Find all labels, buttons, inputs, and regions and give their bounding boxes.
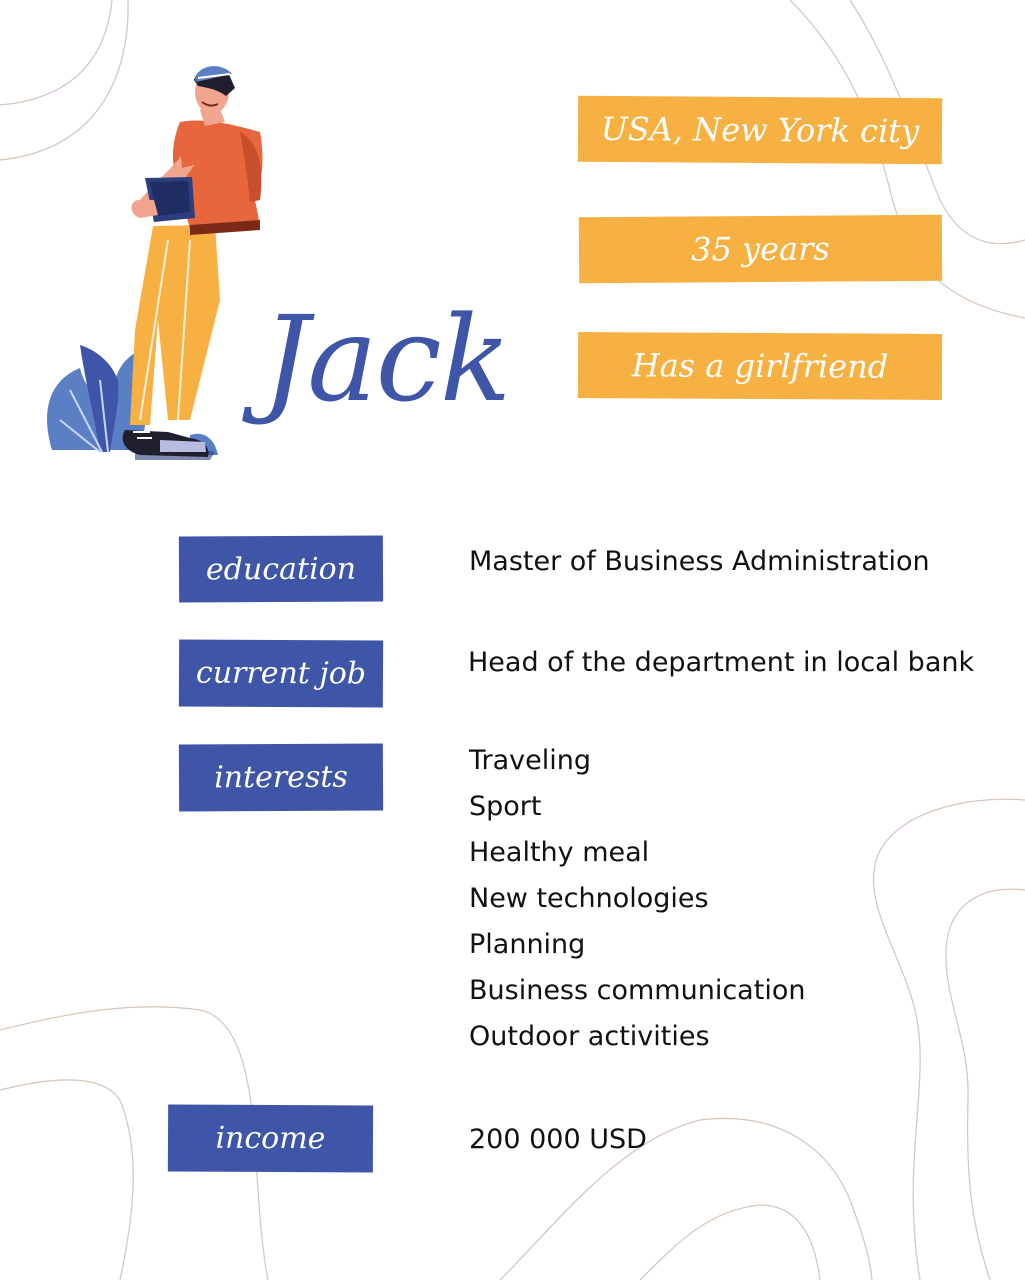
interests-label: interests (179, 743, 383, 811)
interest-item: Outdoor activities (469, 1021, 710, 1052)
location-tag: USA, New York city (578, 96, 942, 165)
education-label: education (179, 535, 383, 602)
persona-name: Jack (262, 290, 510, 428)
interests-list (469, 744, 805, 1066)
current-job-value: Head of the department in local bank (468, 647, 975, 678)
income-value: 200 000 USD (469, 1124, 647, 1155)
current-job-label: current job (179, 639, 383, 707)
interest-item: New technologies (469, 883, 709, 914)
man-with-tablet-illustration (40, 60, 280, 470)
age-tag: 35 years (579, 215, 942, 284)
interest-item: Sport (469, 791, 542, 822)
education-value: Master of Business Administration (469, 546, 930, 577)
interest-item: Healthy meal (469, 837, 650, 868)
relationship-tag: Has a girlfriend (578, 332, 942, 400)
interest-item: Planning (469, 929, 586, 960)
interest-item: Business communication (469, 975, 806, 1006)
interest-item: Traveling (469, 745, 592, 776)
income-label: income (168, 1104, 373, 1172)
